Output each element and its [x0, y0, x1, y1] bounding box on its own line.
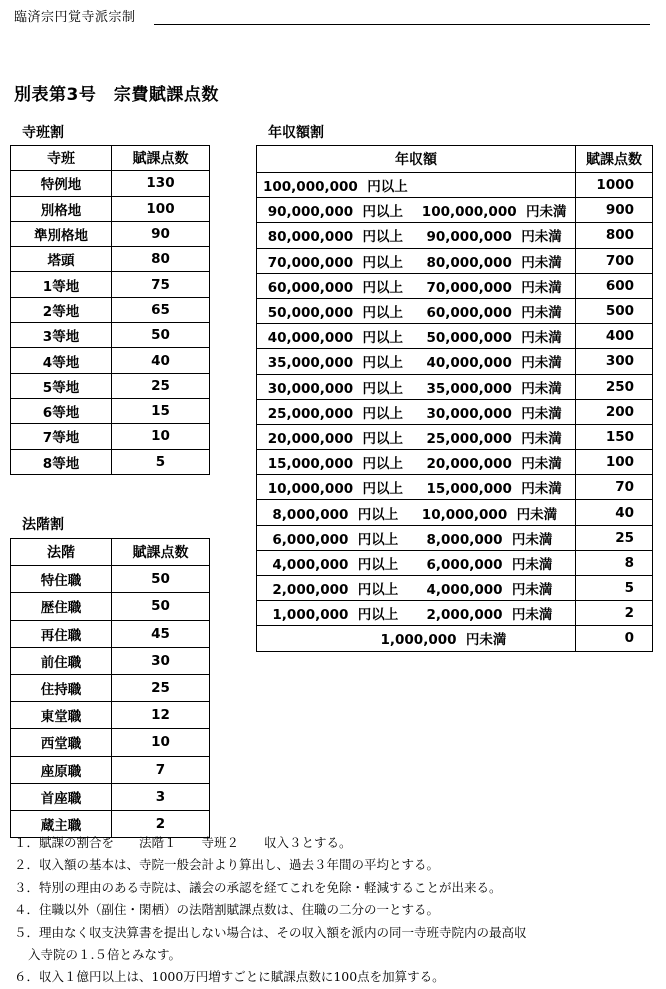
jihan-row-points: 130 [112, 171, 210, 196]
hokai-row-label: 座原職 [11, 756, 112, 783]
hokai-row-label: 東堂職 [11, 702, 112, 729]
income-row-label: 4,000,000 円以上 6,000,000 円未満 [257, 550, 576, 575]
jihan-row-label: 4等地 [11, 348, 112, 373]
jihan-row [11, 449, 210, 474]
hokai-row-label: 特住職 [11, 566, 112, 593]
income-table [256, 145, 653, 652]
income-row-label: 1,000,000 円未満 [257, 626, 576, 651]
jihan-row [11, 171, 210, 196]
income-row-label: 15,000,000 円以上 20,000,000 円未満 [257, 450, 576, 475]
income-row [257, 576, 653, 601]
income-row-points: 200 [576, 399, 653, 424]
jihan-row-label: 3等地 [11, 323, 112, 348]
income-row-label: 1,000,000 円以上 2,000,000 円未満 [257, 601, 576, 626]
hokai-row [11, 566, 210, 593]
hokai-row-label: 前住職 [11, 647, 112, 674]
income-row [257, 450, 653, 475]
note-line: １．賦課の割合を 法階１ 寺班２ 収入３とする。 [14, 835, 352, 850]
income-row [257, 399, 653, 424]
jihan-col-header: 寺班 [11, 146, 112, 171]
jihan-row-label: 準別格地 [11, 221, 112, 246]
income-row-label: 60,000,000 円以上 70,000,000 円未満 [257, 273, 576, 298]
income-row-label: 100,000,000 円以上 [257, 173, 576, 198]
income-row [257, 298, 653, 323]
notes [14, 832, 654, 989]
income-row-label: 10,000,000 円以上 15,000,000 円未満 [257, 475, 576, 500]
hokai-row-points: 30 [112, 647, 210, 674]
jihan-row-label: 7等地 [11, 424, 112, 449]
hokai-row-points: 45 [112, 620, 210, 647]
income-row [257, 601, 653, 626]
income-row-points: 500 [576, 298, 653, 323]
income-row [257, 550, 653, 575]
hokai-col-header: 賦課点数 [112, 539, 210, 566]
note-line: ２．収入額の基本は、寺院一般会計より算出し、過去３年間の平均とする。 [14, 857, 440, 873]
note-line: 入寺院の１.５倍とみなす。 [28, 947, 181, 963]
income-row [257, 424, 653, 449]
income-row-label: 2,000,000 円以上 4,000,000 円未満 [257, 576, 576, 601]
jihan-row [11, 398, 210, 423]
hokai-row-points: 10 [112, 729, 210, 756]
jihan-col-header: 賦課点数 [112, 146, 210, 171]
income-col-header: 賦課点数 [576, 146, 653, 173]
hokai-row-points: 2 [112, 810, 210, 837]
income-row-label: 35,000,000 円以上 40,000,000 円未満 [257, 349, 576, 374]
income-row-points: 600 [576, 273, 653, 298]
hokai-row-label: 歴住職 [11, 593, 112, 620]
jihan-row-label: 塔頭 [11, 247, 112, 272]
hokai-row-points: 12 [112, 702, 210, 729]
income-row-label: 70,000,000 円以上 80,000,000 円未満 [257, 248, 576, 273]
income-row-label: 30,000,000 円以上 35,000,000 円未満 [257, 374, 576, 399]
income-row-points: 150 [576, 424, 653, 449]
income-row-points: 8 [576, 550, 653, 575]
income-row-points: 1000 [576, 173, 653, 198]
jihan-row-points: 15 [112, 398, 210, 423]
hokai-row-label: 首座職 [11, 783, 112, 810]
income-row-points: 300 [576, 349, 653, 374]
income-row-points: 40 [576, 500, 653, 525]
income-row-points: 900 [576, 198, 653, 223]
income-row-label: 8,000,000 円以上 10,000,000 円未満 [257, 500, 576, 525]
income-row [257, 173, 653, 198]
hokai-row-points: 50 [112, 593, 210, 620]
income-row-label: 80,000,000 円以上 90,000,000 円未満 [257, 223, 576, 248]
jihan-row-label: 6等地 [11, 398, 112, 423]
income-row-label: 20,000,000 円以上 25,000,000 円未満 [257, 424, 576, 449]
income-row [257, 475, 653, 500]
hokai-row-label: 西堂職 [11, 729, 112, 756]
note-line: ３．特別の理由のある寺院は、議会の承認を経てこれを免除・軽減することが出来る。 [14, 879, 502, 895]
hokai-col-header: 法階 [11, 539, 112, 566]
jihan-row [11, 247, 210, 272]
jihan-row [11, 424, 210, 449]
hokai-row [11, 756, 210, 783]
income-row [257, 374, 653, 399]
jihan-row-label: 5等地 [11, 373, 112, 398]
jihan-row-points: 50 [112, 323, 210, 348]
income-row-points: 70 [576, 475, 653, 500]
jihan-row-label: 8等地 [11, 449, 112, 474]
income-col-header: 年収額 [257, 146, 576, 173]
jihan-row-label: 特例地 [11, 171, 112, 196]
income-row-points: 100 [576, 450, 653, 475]
income-row [257, 349, 653, 374]
income-row-label: 6,000,000 円以上 8,000,000 円未満 [257, 525, 576, 550]
jihan-row-label: 別格地 [11, 196, 112, 221]
jihan-row-points: 100 [112, 196, 210, 221]
jihan-row [11, 272, 210, 297]
hokai-row-label: 蔵主職 [11, 810, 112, 837]
jihan-row-label: 2等地 [11, 297, 112, 322]
income-row [257, 223, 653, 248]
income-row [257, 324, 653, 349]
jihan-row [11, 348, 210, 373]
jihan-row-label: 1等地 [11, 272, 112, 297]
hokai-row-points: 3 [112, 783, 210, 810]
jihan-section-label: 寺班割 [22, 125, 64, 141]
income-section-label: 年収額割 [268, 125, 324, 141]
hokai-row-points: 25 [112, 674, 210, 701]
income-row-points: 250 [576, 374, 653, 399]
income-row [257, 248, 653, 273]
income-row-points: 800 [576, 223, 653, 248]
jihan-row [11, 297, 210, 322]
note-line: ５．理由なく収支決算書を提出しない場合は、その収入額を派内の同一寺班寺院内の最高収 [14, 924, 527, 940]
hokai-table [10, 538, 210, 838]
income-row-points: 5 [576, 576, 653, 601]
income-row-points: 25 [576, 525, 653, 550]
jihan-row [11, 373, 210, 398]
hokai-row [11, 702, 210, 729]
income-row-points: 400 [576, 324, 653, 349]
hokai-row [11, 647, 210, 674]
jihan-row-points: 5 [112, 449, 210, 474]
header-title: 臨済宗円覚寺派宗制 [14, 10, 136, 25]
hokai-row [11, 783, 210, 810]
jihan-row [11, 323, 210, 348]
income-row [257, 198, 653, 223]
hokai-row-label: 再住職 [11, 620, 112, 647]
income-row-label: 25,000,000 円以上 30,000,000 円未満 [257, 399, 576, 424]
jihan-table [10, 145, 210, 475]
jihan-row-points: 25 [112, 373, 210, 398]
note-line: ４．住職以外（副住・閑栖）の法階割賦課点数は、住職の二分の一とする。 [14, 902, 440, 918]
hokai-row [11, 674, 210, 701]
hokai-row-points: 50 [112, 566, 210, 593]
jihan-row-points: 80 [112, 247, 210, 272]
jihan-row [11, 221, 210, 246]
jihan-row [11, 196, 210, 221]
jihan-row-points: 10 [112, 424, 210, 449]
page-title: 別表第3号 宗費賦課点数 [14, 85, 219, 105]
hokai-section-label: 法階割 [22, 517, 64, 533]
income-row [257, 626, 653, 651]
jihan-row-points: 40 [112, 348, 210, 373]
hokai-row [11, 729, 210, 756]
hokai-row-points: 7 [112, 756, 210, 783]
hokai-row-label: 住持職 [11, 674, 112, 701]
hokai-row [11, 593, 210, 620]
income-row [257, 525, 653, 550]
hokai-row [11, 620, 210, 647]
income-row [257, 273, 653, 298]
jihan-row-points: 75 [112, 272, 210, 297]
header-rule [154, 24, 650, 25]
income-row-label: 90,000,000 円以上 100,000,000 円未満 [257, 198, 576, 223]
note-line: ６．収入１億円以上は、1000万円増すごとに賦課点数に100点を加算する。 [14, 969, 445, 985]
jihan-row-points: 90 [112, 221, 210, 246]
income-row-label: 50,000,000 円以上 60,000,000 円未満 [257, 298, 576, 323]
income-row-points: 0 [576, 626, 653, 651]
income-row-points: 2 [576, 601, 653, 626]
income-row [257, 500, 653, 525]
income-row-label: 40,000,000 円以上 50,000,000 円未満 [257, 324, 576, 349]
income-row-points: 700 [576, 248, 653, 273]
jihan-row-points: 65 [112, 297, 210, 322]
